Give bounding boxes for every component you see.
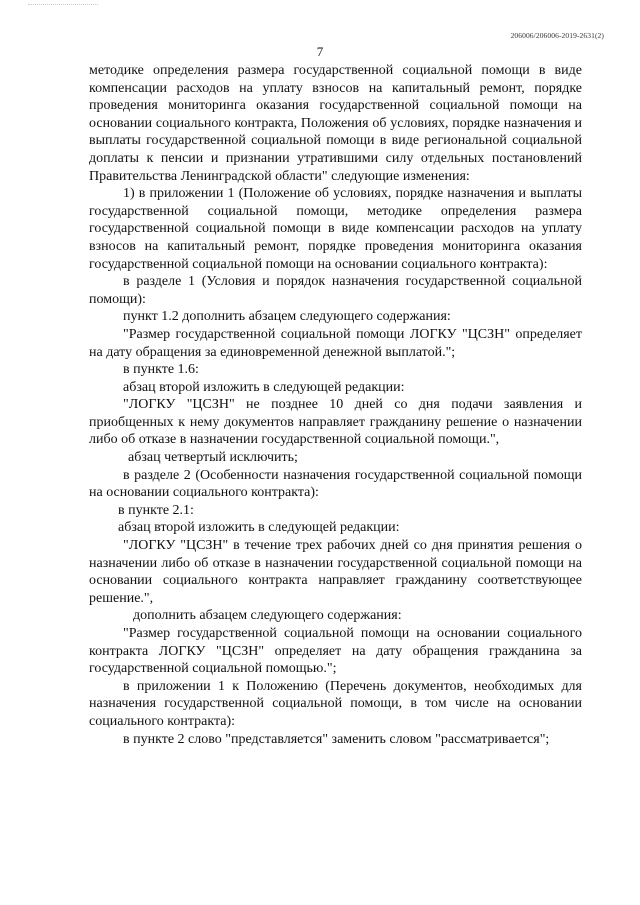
paragraph: "Размер государственной социальной помощи ЛОГКУ "ЦСЗН" определяет на дату обращения за единовременной денежной выплатой."; <box>89 326 582 360</box>
paragraph: в приложении 1 к Положению (Перечень документов, необходимых для назначения государственной социальной помощи, в том числе на основании социального контракта): <box>89 678 582 729</box>
paragraph: в пункте 2 слово "представляется" заменить словом "рассматривается"; <box>123 731 550 747</box>
paragraph: абзац второй изложить в следующей редакции: <box>118 520 400 536</box>
paragraph: дополнить абзацем следующего содержания: <box>133 608 402 624</box>
paragraph: "ЛОГКУ "ЦСЗН" не позднее 10 дней со дня подачи заявления и приобщенных к нему документов направляет гражданину решение о назначении либо об отказе в назначении государственной социальной помощи.", <box>89 397 582 448</box>
paragraph: в пункте 2.1: <box>118 502 194 518</box>
document-body <box>89 62 582 748</box>
scan-artifact <box>28 4 98 7</box>
paragraph: пункт 1.2 дополнить абзацем следующего содержания: <box>123 309 451 325</box>
paragraph: "ЛОГКУ "ЦСЗН" в течение трех рабочих дней со дня принятия решения о назначении либо об отказе в назначении государственной социальной помощи на основании социального контракта направляет гражданину соответствующее решение.", <box>89 538 582 606</box>
paragraph: 1) в приложении 1 (Положение об условиях, порядке назначения и выплаты государственной социальной помощи, методике определения размера государственной социальной помощи в виде компенсации расходов на уплату взносов на капитальный ремонт, порядке проведения мониторинга оказания государственной социальной помощи на основании социального контракта): <box>89 186 582 272</box>
paragraph: абзац четвертый исключить; <box>128 450 298 466</box>
paragraph: методике определения размера государственной социальной помощи в виде компенсации расходов на уплату взносов на капитальный ремонт, порядке проведения мониторинга оказания государственной социальной помощи на основании социального контракта, Положения об условиях, порядке назначения и выплаты государственной социальной помощи в виде региональной социальной доплаты к пенсии и признании утратившими силу отдельных постановлений Правительства Ленинградской области" следующие изменения: <box>89 63 582 184</box>
paragraph: в разделе 1 (Условия и порядок назначения государственной социальной помощи): <box>89 274 582 307</box>
document-code: 206006/206006-2019-2631(2) <box>510 31 604 40</box>
page-number: 7 <box>316 44 324 59</box>
paragraph: в пункте 1.6: <box>123 362 199 378</box>
paragraph: абзац второй изложить в следующей редакции: <box>123 379 405 395</box>
paragraph: в разделе 2 (Особенности назначения государственной социальной помощи на основании социального контракта): <box>89 467 582 501</box>
paragraph: "Размер государственной социальной помощи на основании социального контракта ЛОГКУ "ЦСЗН" определяет на дату обращения гражданина за государственной социальной помощью."; <box>89 626 582 677</box>
